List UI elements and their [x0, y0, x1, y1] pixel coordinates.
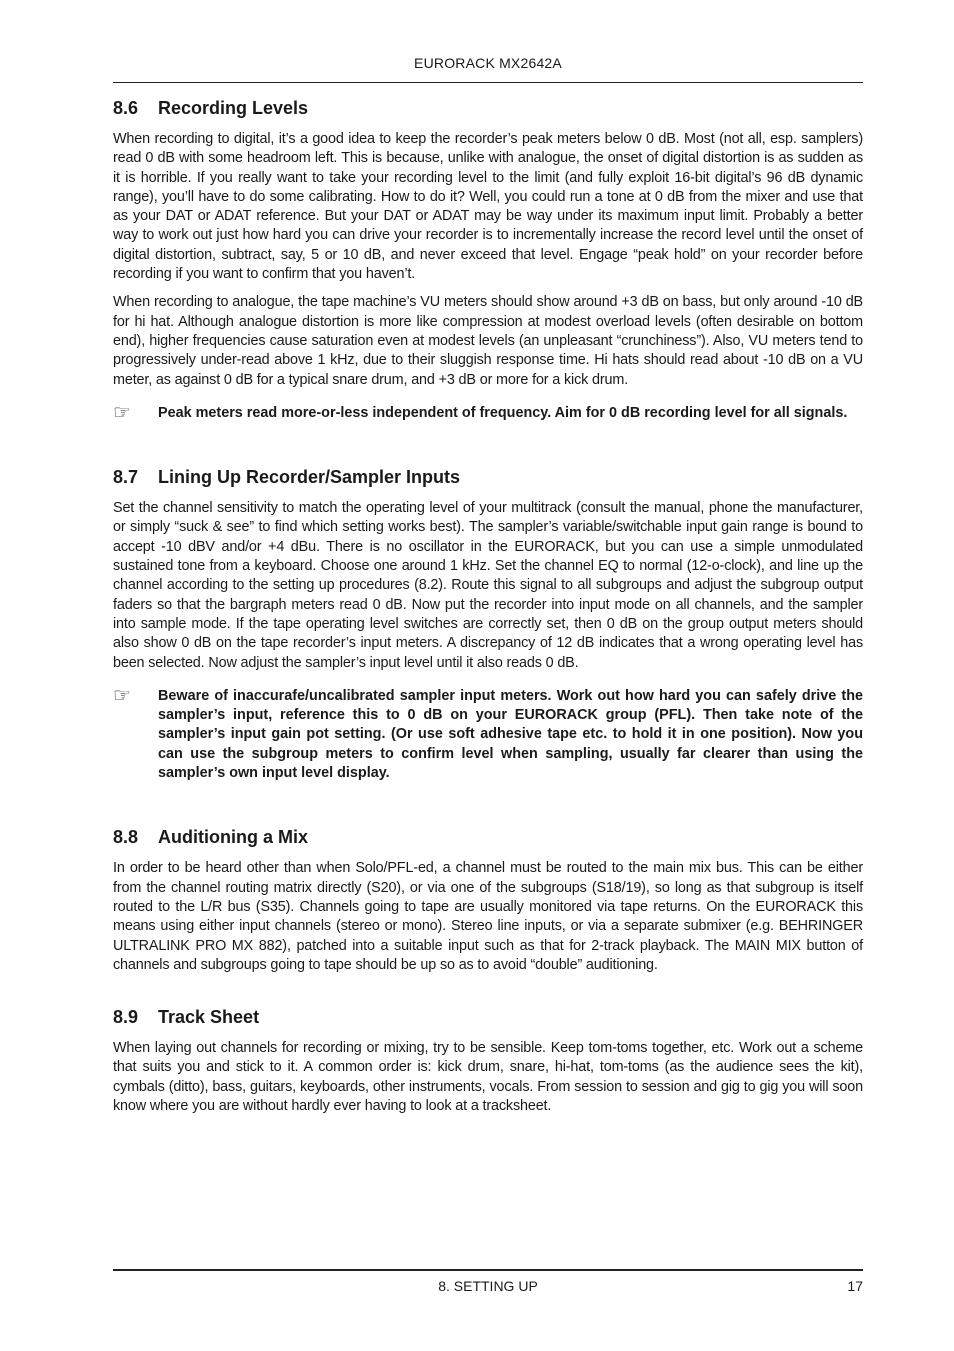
section-title: Recording Levels	[158, 98, 309, 118]
section-number: 8.9	[113, 1007, 139, 1028]
paragraph: When recording to analogue, the tape machine’s VU meters should show around +3 dB on bass, but only around -10 dB for hi hat. Although analogue distortion is more like compression at modest overload levels (often desirable on bottom end), higher frequencies cause saturation even at modest levels (an unpleasant “crunchiness”). Also, VU meters tend to progressively under-read above 1 kHz, due to their sluggish response time. Hi hats should read about -10 dB on a VU meter, as against 0 dB for a typical snare drum, and +3 dB or more for a kick drum.	[113, 294, 863, 388]
paragraph: In order to be heard other than when Solo/PFL-ed, a channel must be routed to the main mix bus. This can be either from the channel routing matrix directly (S20), or via one of the subgroups (S18/19), so long as that subgroup is itself routed to the L/R bus (S35). Channels going to tape are usually monitored via tape returns. On the EURORACK this means using either input channels (stereo or mono). Stereo line inputs, or via a separate submixer (e.g. BEHRINGER ULTRALINK PRO MX 882), patched into a suitable input such as that for 2-track playback. The MAIN MIX button of channels and subgroups going to tape should be up so as to avoid “double” auditioning.	[113, 860, 863, 973]
header-rule	[113, 82, 863, 83]
footer-rule	[113, 1269, 863, 1271]
section-heading	[113, 1005, 863, 1029]
section-title: Auditioning a Mix	[158, 827, 308, 848]
section-track-sheet	[113, 1005, 863, 1116]
section-number: 8.8	[113, 827, 139, 848]
section-heading	[113, 825, 863, 849]
page-header: EURORACK MX2642A	[414, 55, 562, 71]
section-number: 8.7	[113, 467, 139, 488]
section-heading	[113, 465, 863, 489]
section-title: Lining Up Recorder/Sampler Inputs	[158, 467, 461, 488]
section-number: 8.6	[113, 98, 139, 118]
section-title: Track Sheet	[158, 1007, 260, 1028]
page-number: 17	[847, 1278, 863, 1294]
paragraph: Set the channel sensitivity to match the operating level of your multitrack (consult the manual, phone the manufacturer, or simply “suck & see” to find which setting works best). The sampler’s variable/switchable input gain range is bound to accept -10 dBV and/or +4 dBu. There is no oscillator in the EURORACK, but you can use a simple unmodulated sustained tone from a keyboard. Choose one around 1 kHz. Set the channel EQ to normal (12-o-clock), and line up the channel according to the setting up procedures (8.2). Route this signal to all subgroups and adjust the subgroup output faders so that the bargraph meters read 0 dB. Now put the recorder into input mode on all channels, and the sampler into sample mode. If the tape operating level switches are correctly set, then 0 dB on the group output meters should also show 0 dB on the tape recorder’s input meters. A discrepancy of 12 dB indicates that a wrong operating level has been selected. Now adjust the sampler’s input level until it also reads 0 dB.	[113, 500, 863, 671]
section-heading	[113, 96, 863, 120]
pointing-hand-icon: ☞	[113, 401, 131, 424]
paragraph: When laying out channels for recording or mixing, try to be sensible. Keep tom-toms together, etc. Work out a scheme that suits you and stick to it. A common order is: kick drum, snare, hi-hat, tom-toms (as the audience sees the kit), cymbals (ditto), bass, guitars, keyboards, other instruments, vocals. From session to session and gig to gig you will soon know where you are without hardly ever having to look at a tracksheet.	[113, 1040, 863, 1114]
note	[113, 684, 863, 783]
pointing-hand-icon: ☞	[113, 684, 131, 707]
section-lining-up	[113, 465, 863, 783]
paragraph: When recording to digital, it’s a good idea to keep the recorder’s peak meters below 0 dB. Most (not all, esp. samplers) read 0 dB with some headroom left. This is because, unlike with analogue, the onset of digital distortion is as sudden as it is horrible. If you really want to take your recording level to the limit (and fully exploit 16-bit digital’s 96 dB dynamic range), you’ll have to do some calibrating. How to do it? Well, you could run a tone at 0 dB from the mixer and use that as your DAT or ADAT reference. But your DAT or ADAT may be way under its maximum input limit. Probably a better way to work out just how hard you can drive your recorder is to incrementally increase the record level until the onset of digital distortion, subtract, say, 5 or 10 dB, and never exceed that level. Engage “peak hold” on your recorder before recording if you want to confirm that you haven’t.	[113, 131, 863, 283]
note-text: Peak meters read more-or-less independent of frequency. Aim for 0 dB recording level for all signals.	[158, 404, 848, 421]
footer-chapter: 8. SETTING UP	[438, 1278, 538, 1294]
section-auditioning	[113, 825, 863, 975]
note	[113, 401, 863, 424]
page-content	[113, 96, 863, 1116]
note-text: Beware of inaccurafe/uncalibrated sampler input meters. Work out how hard you can safely drive the sampler’s input, reference this to 0 dB on your EURORACK group (PFL). Then take note of the sampler’s input gain pot setting. (Or use soft adhesive tape etc. to hold it in one position). Now you can use the subgroup meters to confirm level when sampling, usually far clearer than using the sampler’s own input level display.	[158, 687, 863, 782]
section-recording-levels	[113, 96, 863, 423]
